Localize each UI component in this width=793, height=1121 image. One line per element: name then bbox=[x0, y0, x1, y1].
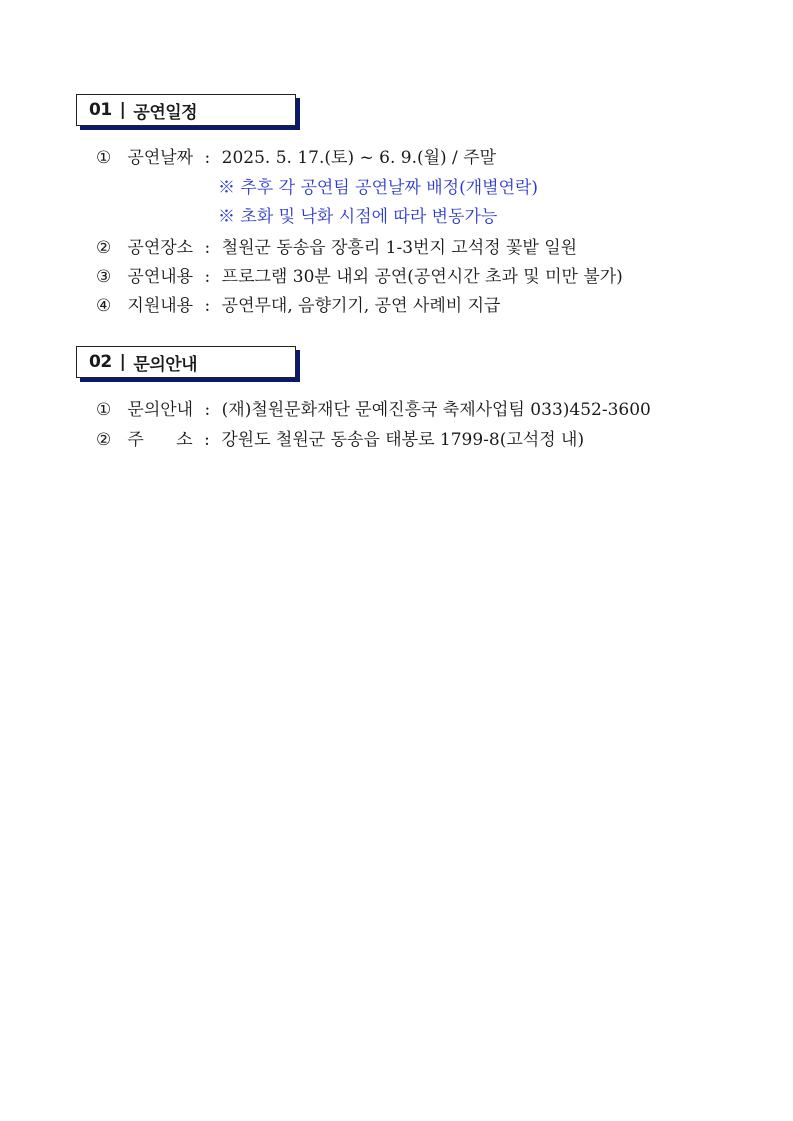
section-number: 02 bbox=[89, 352, 112, 372]
item-value: 강원도 철원군 동송읍 태봉로 1799-8(고석정 내) bbox=[221, 430, 585, 450]
section-title: 공연일정 bbox=[133, 102, 198, 123]
section-title: 문의안내 bbox=[133, 354, 198, 375]
section-divider: | bbox=[119, 100, 126, 120]
list-item-support bbox=[96, 296, 500, 316]
header-box bbox=[76, 94, 296, 126]
item-separator: : bbox=[204, 430, 210, 450]
item-value: 프로그램 30분 내외 공연(공연시간 초과 및 미만 불가) bbox=[221, 267, 623, 287]
item-label: 공연내용 bbox=[127, 267, 194, 287]
item-number: ① bbox=[96, 148, 112, 168]
header-box bbox=[76, 346, 296, 378]
item-value: 공연무대, 음향기기, 공연 사례비 지급 bbox=[221, 296, 501, 316]
section-header-schedule bbox=[76, 94, 296, 126]
item-label: 지원내용 bbox=[127, 296, 194, 316]
list-item-venue bbox=[96, 238, 577, 258]
item-separator: : bbox=[204, 296, 211, 316]
item-label: 문의안내 bbox=[127, 400, 194, 420]
item-label: 주 소 bbox=[127, 430, 193, 450]
item-value: 철원군 동송읍 장흥리 1-3번지 고석정 꽃밭 일원 bbox=[221, 238, 578, 258]
note-line: ※ 초화 및 낙화 시점에 따라 변동가능 bbox=[218, 207, 498, 227]
item-separator: : bbox=[204, 400, 211, 420]
list-item-address bbox=[96, 430, 584, 450]
list-item-date bbox=[96, 148, 496, 168]
item-separator: : bbox=[204, 238, 211, 258]
item-number: ① bbox=[96, 400, 112, 420]
item-label: 공연장소 bbox=[127, 238, 194, 258]
section-number: 01 bbox=[89, 100, 112, 120]
item-value: (재)철원문화재단 문예진흥국 축제사업팀 033)452-3600 bbox=[221, 400, 651, 420]
item-label: 공연날짜 bbox=[127, 148, 194, 168]
item-number: ② bbox=[96, 238, 112, 258]
item-number: ② bbox=[96, 430, 112, 450]
section-header-inquiry bbox=[76, 346, 296, 378]
item-number: ④ bbox=[96, 296, 112, 316]
item-number: ③ bbox=[96, 267, 112, 287]
note-line: ※ 추후 각 공연팀 공연날짜 배정(개별연락) bbox=[218, 178, 539, 198]
section-divider: | bbox=[119, 352, 126, 372]
item-value: 2025. 5. 17.(토) ~ 6. 9.(월) / 주말 bbox=[221, 148, 497, 168]
item-separator: : bbox=[204, 267, 211, 287]
item-separator: : bbox=[204, 148, 211, 168]
list-item-contact bbox=[96, 400, 651, 420]
list-item-content bbox=[96, 267, 623, 287]
